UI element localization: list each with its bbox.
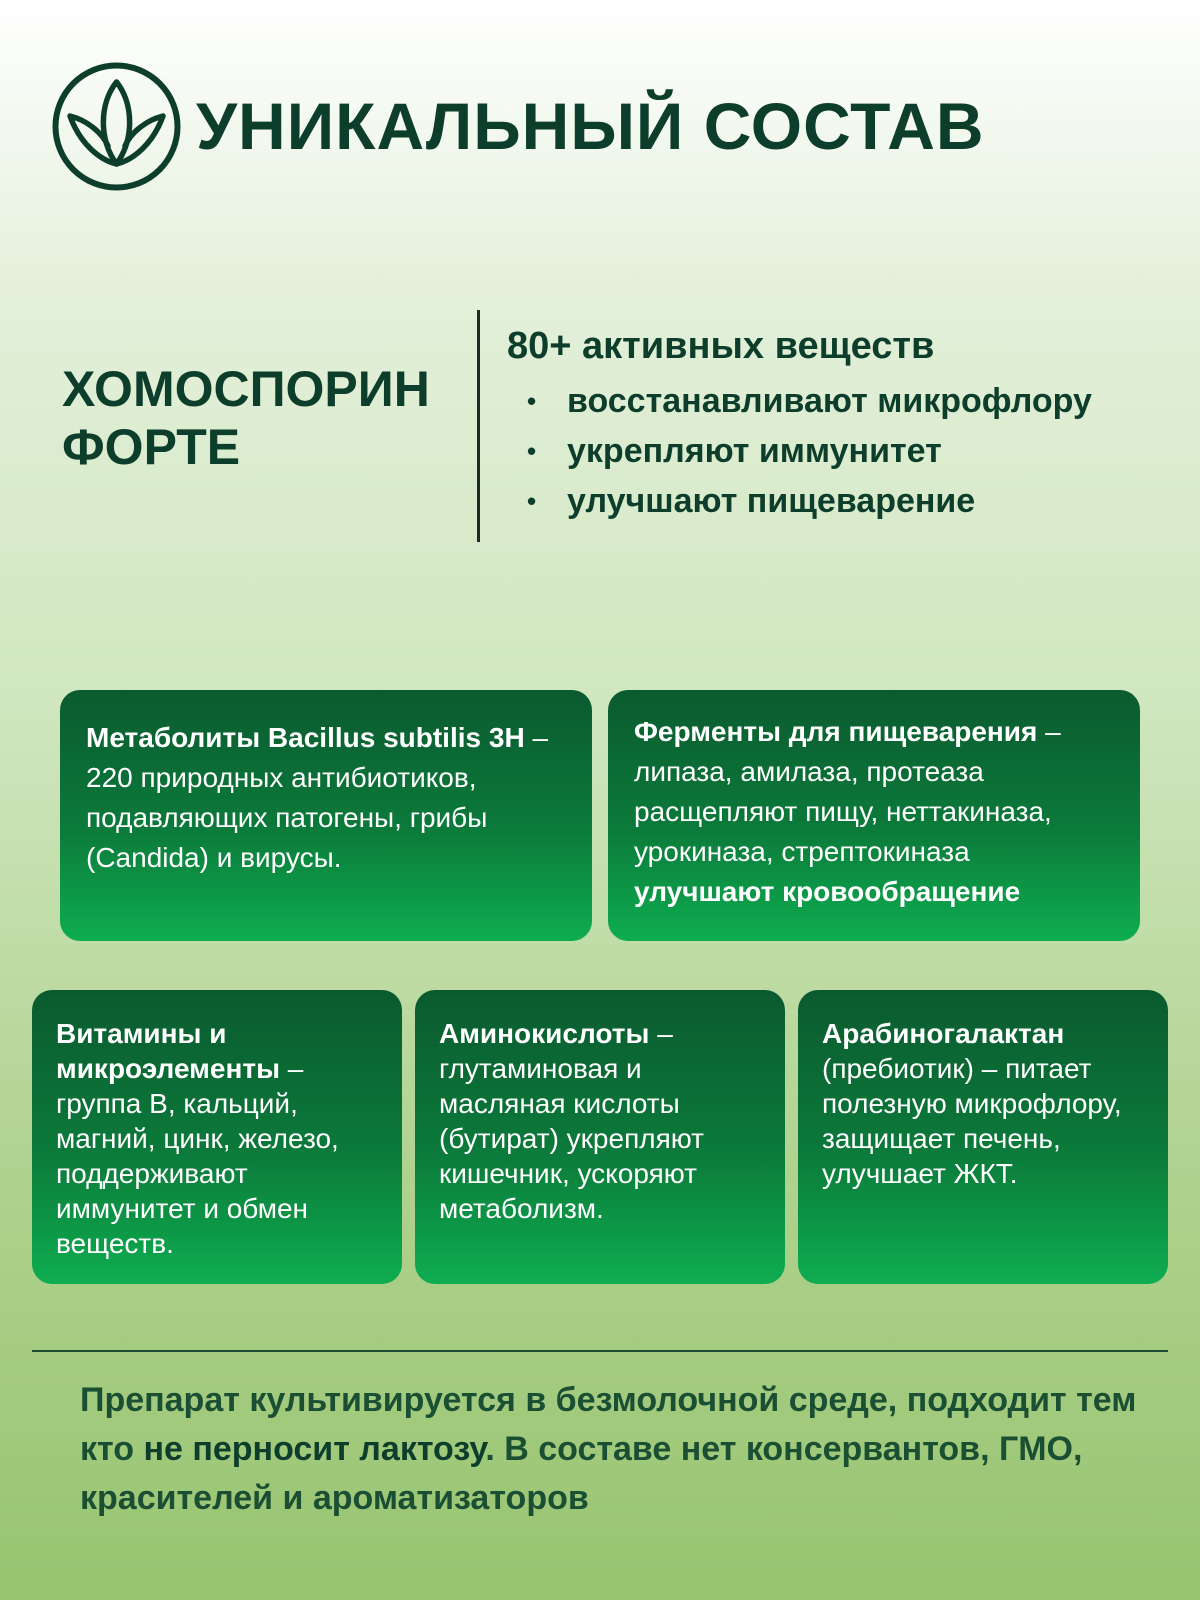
card-text: – липаза, амилаза, протеаза расщепляют пищу, неттакиназа, урокиназа, стрептокиназа	[634, 716, 1061, 867]
card-aminoacids	[415, 990, 785, 1284]
footer-note	[80, 1376, 1150, 1523]
card-text: – 220 природных антибиотиков, подавляющих патогены, грибы (Candida) и вирусы.	[86, 722, 549, 873]
product-name	[62, 360, 462, 476]
horizontal-divider	[32, 1350, 1168, 1352]
benefit-item: • укрепляют иммунитет	[527, 426, 1092, 476]
benefit-item: • улучшают пищеварение	[527, 476, 1092, 526]
card-heading: Аминокислоты	[439, 1018, 650, 1049]
card-heading: Арабиногалактан	[822, 1018, 1065, 1049]
benefits-list	[507, 376, 1092, 526]
card-heading: Ферменты для пищеварения	[634, 716, 1038, 747]
card-enzymes	[608, 690, 1140, 941]
product-name-line2: ФОРТЕ	[62, 419, 241, 475]
page-title: УНИКАЛЬНЫЙ СОСТАВ	[196, 89, 985, 163]
leaf-logo-icon	[50, 60, 183, 193]
footer-text-part1: Препарат культивируется в безмолочной среде, подходит тем кто	[80, 1381, 1137, 1468]
benefits-block	[507, 325, 1092, 526]
card-text: – группа B, кальций, магний, цинк, железо, поддерживают иммунитет и обмен веществ.	[56, 1053, 339, 1259]
footer-highlight: не перносит лактозу	[143, 1430, 486, 1468]
footer-text-part2: . В составе нет консервантов, ГМО, красителей и ароматизаторов	[80, 1430, 1083, 1517]
card-heading: Метаболиты Bacillus subtilis 3H	[86, 722, 525, 753]
card-text: (пребиотик) – питает полезную микрофлору, защищает печень, улучшает ЖКТ.	[822, 1053, 1122, 1189]
card-bold-ending: улучшают кровообращение	[634, 876, 1021, 907]
product-name-line1: ХОМОСПОРИН	[62, 361, 430, 417]
vertical-divider	[477, 310, 480, 542]
benefit-item: • восстанавливают микрофлору	[527, 376, 1092, 426]
benefits-title: 80+ активных веществ	[507, 325, 935, 367]
card-heading: Витамины и микроэлементы	[56, 1018, 280, 1084]
card-arabinogalactan	[798, 990, 1168, 1284]
card-text: – глутаминовая и масляная кислоты (бутират) укрепляют кишечник, ускоряют метаболизм.	[439, 1018, 704, 1224]
card-metabolites	[60, 690, 592, 941]
card-vitamins	[32, 990, 402, 1284]
